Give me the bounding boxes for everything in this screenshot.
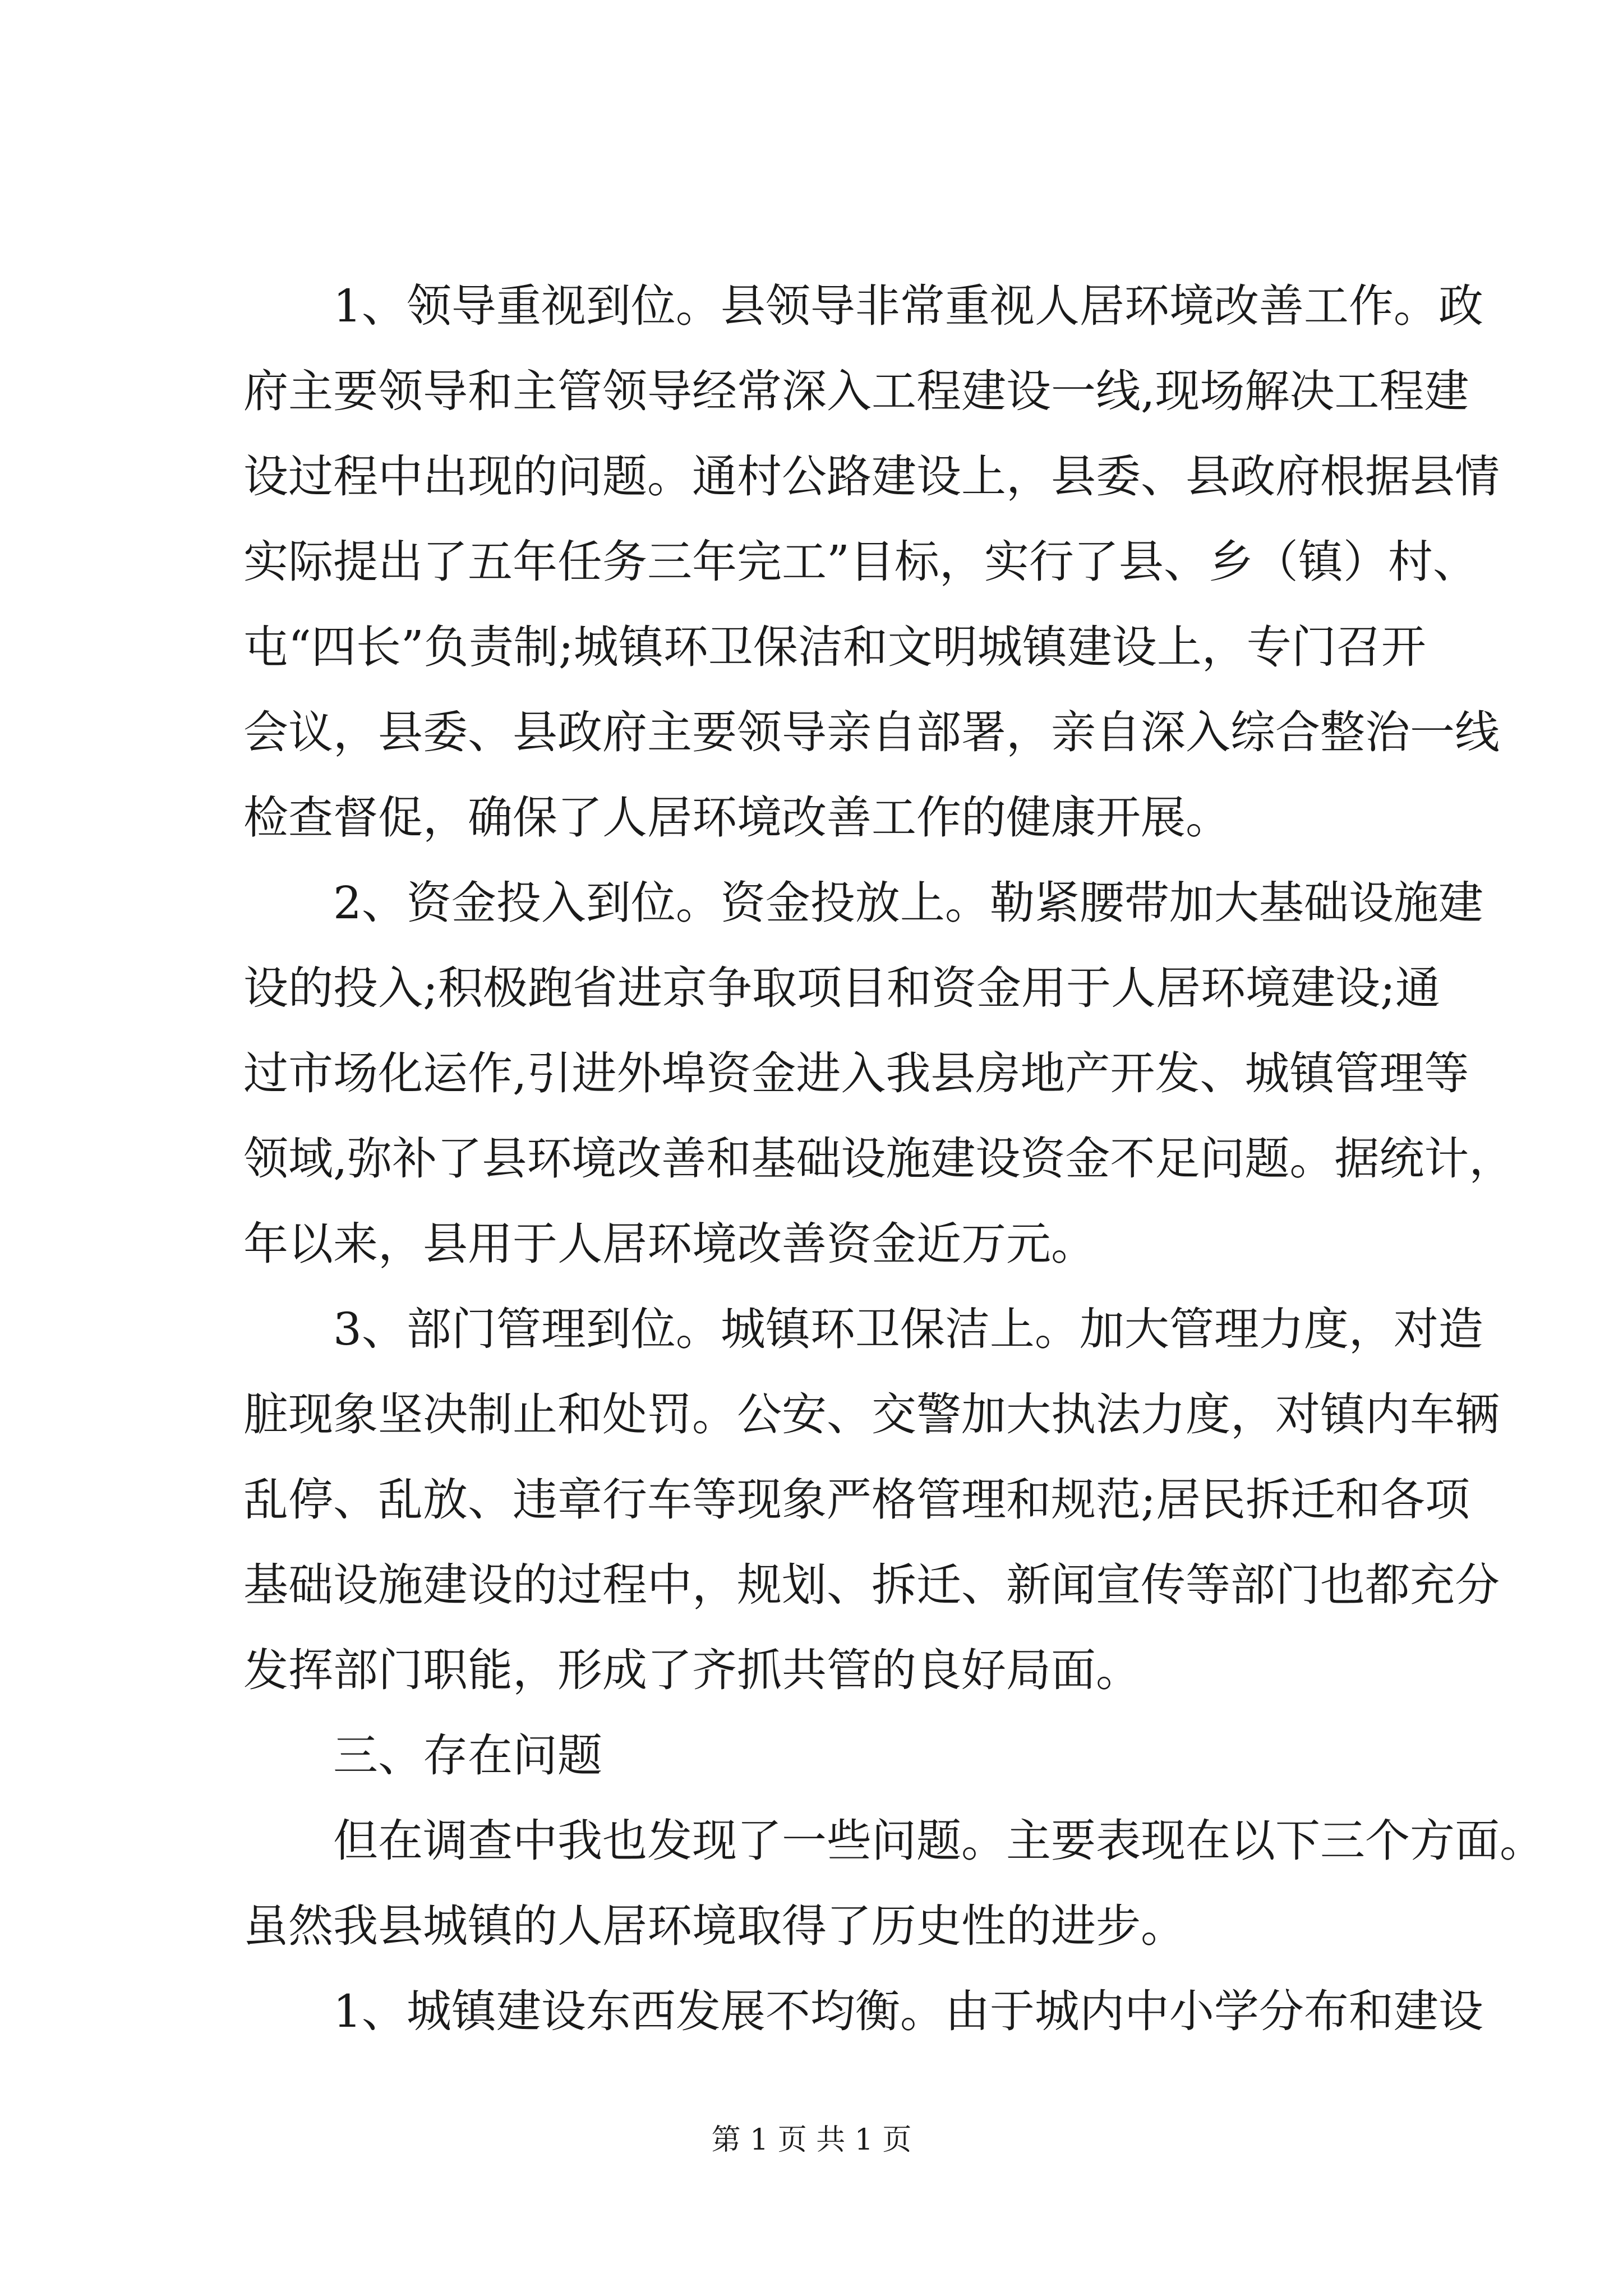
text-line: 1、领导重视到位。县领导非常重视人居环境改善工作。政 — [333, 280, 1483, 332]
page-footer: 第 1 页 共 1 页 — [711, 2123, 912, 2157]
text-line: 会议，县委、县政府主要领导亲自部署，亲自深入综合整治一线 — [243, 706, 1500, 758]
text-line: 设的投入;积极跑省进京争取项目和资金用于人居环境建设;通 — [243, 962, 1440, 1014]
text-line: 虽然我县城镇的人居环境取得了历史性的进步。 — [243, 1900, 1186, 1952]
text-line: 脏现象坚决制止和处罚。公安、交警加大执法力度，对镇内车辆 — [243, 1388, 1500, 1441]
text-line: 1、城镇建设东西发展不均衡。由于城内中小学分布和建设 — [333, 1985, 1483, 2037]
text-line: 屯“四长”负责制;城镇环卫保洁和文明城镇建设上，专门召开 — [243, 621, 1426, 673]
text-line: 乱停、乱放、违章行车等现象严格管理和规范;居民拆迁和各项 — [243, 1474, 1470, 1526]
text-line: 检查督促，确保了人居环境改善工作的健康开展。 — [243, 792, 1230, 844]
text-line: 2、资金投入到位。资金投放上。勒紧腰带加大基础设施建 — [333, 877, 1483, 929]
text-line: 府主要领导和主管领导经常深入工程建设一线,现场解决工程建 — [243, 365, 1469, 417]
text-line: 基础设施建设的过程中，规划、拆迁、新闻宣传等部门也都充分 — [243, 1559, 1500, 1611]
text-line: 年以来，县用于人居环境改善资金近万元。 — [243, 1218, 1096, 1270]
text-line: 但在调查中我也发现了一些问题。主要表现在以下三个方面。 — [333, 1815, 1544, 1867]
section-heading: 三、存在问题 — [333, 1729, 602, 1782]
text-line: 实际提出了五年任务三年完工”目标，实行了县、乡（镇）村、 — [243, 536, 1478, 588]
text-line: 发挥部门职能，形成了齐抓共管的良好局面。 — [243, 1644, 1141, 1696]
text-line: 领域,弥补了县环境改善和基础设施建设资金不足问题。据统计， — [243, 1133, 1514, 1185]
text-line: 过市场化运作,引进外埠资金进入我县房地产开发、城镇管理等 — [243, 1047, 1469, 1099]
document-body — [243, 264, 1544, 2054]
text-line: 3、部门管理到位。城镇环卫保洁上。加大管理力度，对造 — [333, 1303, 1483, 1355]
text-line: 设过程中出现的问题。通村公路建设上，县委、县政府根据县情 — [243, 450, 1500, 503]
